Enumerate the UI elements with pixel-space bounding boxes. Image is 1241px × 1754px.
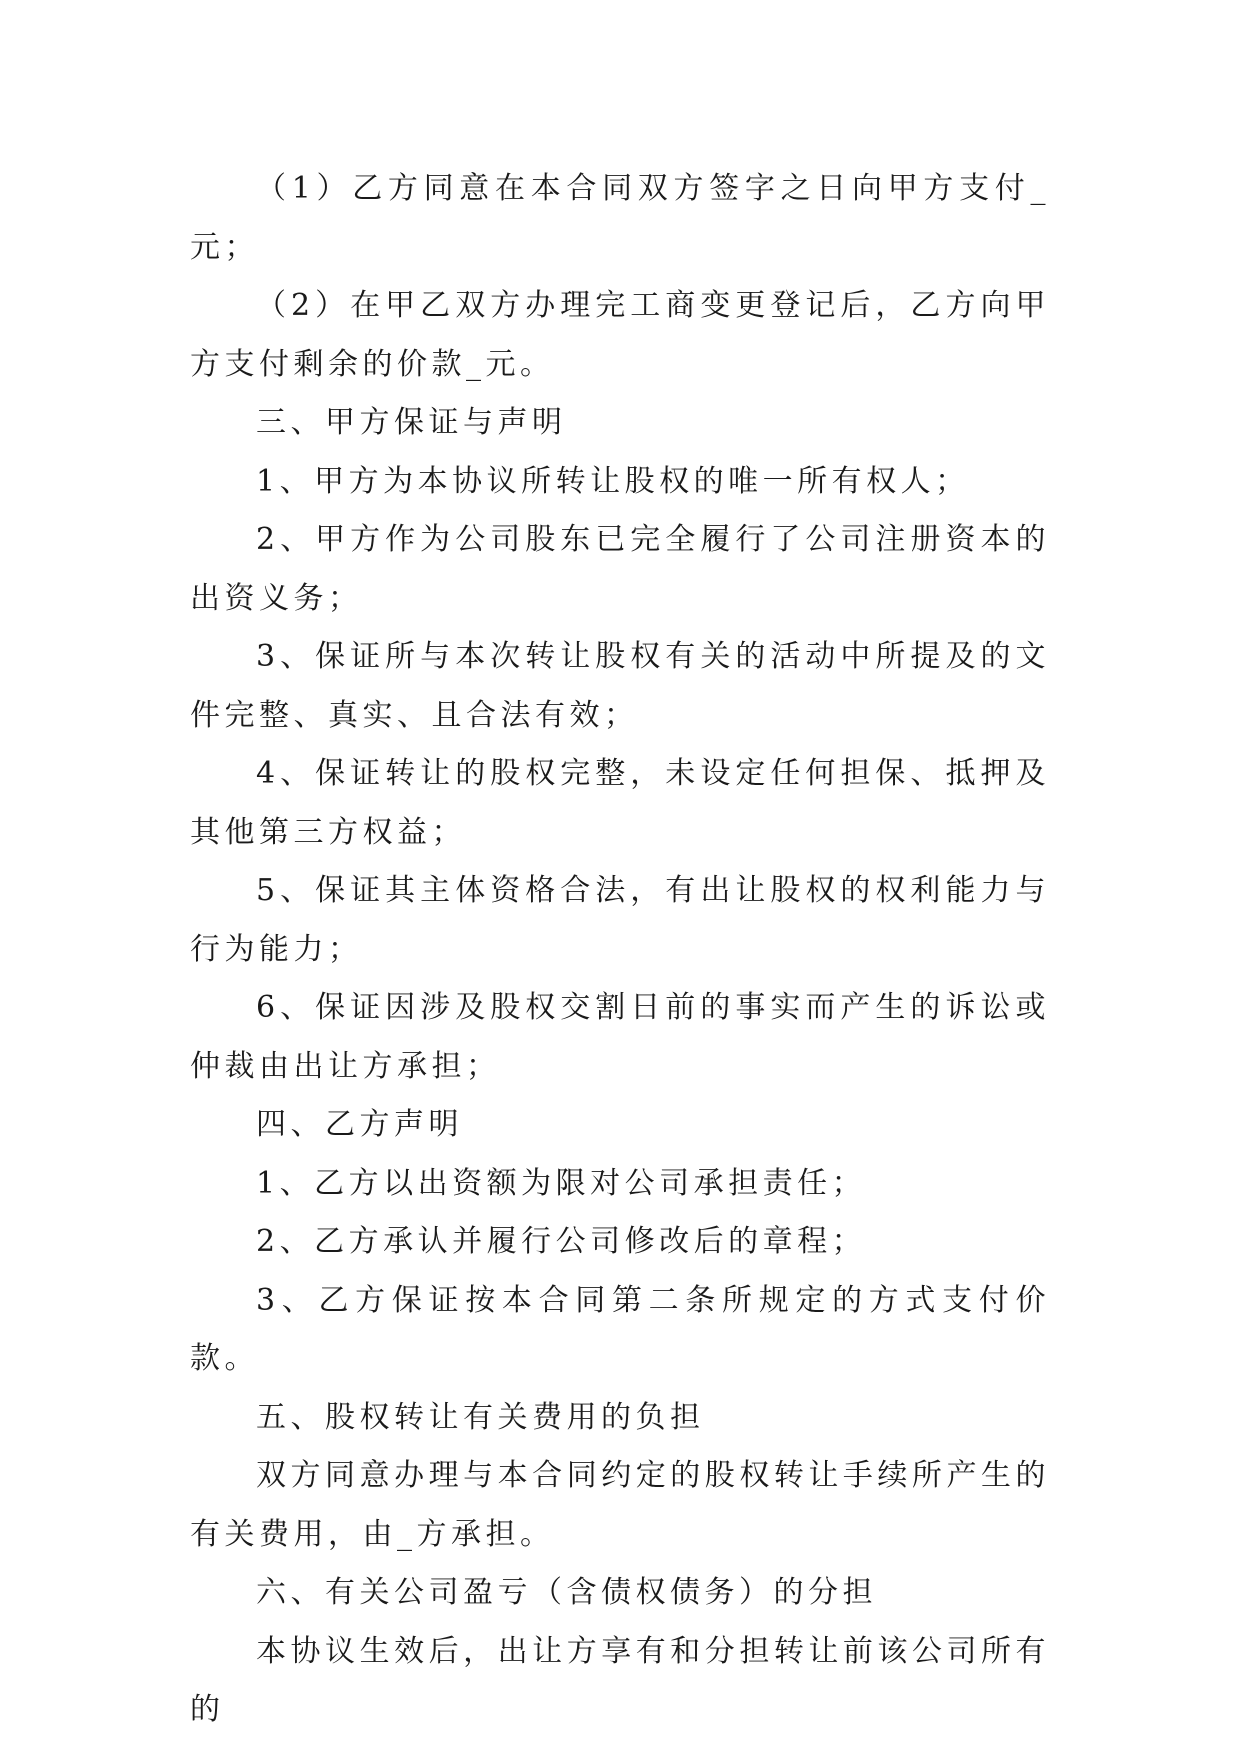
paragraph-5-1: 双方同意办理与本合同约定的股权转让手续所产生的有关费用，由_方承担。 — [190, 1458, 1050, 1552]
paragraph-3-3: 3、保证所与本次转让股权有关的活动中所提及的文件完整、真实、且合法有效； — [190, 639, 1050, 733]
paragraph-4-1: 1、乙方以出资额为限对公司承担责任； — [256, 1165, 867, 1201]
section-heading-5: 五、股权转让有关费用的负担 — [256, 1399, 705, 1435]
paragraph-payment-1: （1）乙方同意在本合同双方签字之日向甲方支付_元； — [190, 171, 1050, 265]
section-heading-3: 三、甲方保证与声明 — [256, 405, 567, 440]
paragraph-4-3: 3、乙方保证按本合同第二条所规定的方式支付价款。 — [190, 1282, 1050, 1376]
document-body — [190, 160, 1050, 1740]
section-heading-6: 六、有关公司盈亏（含债权债务）的分担 — [256, 1575, 877, 1610]
paragraph-4-2: 2、乙方承认并履行公司修改后的章程； — [256, 1224, 867, 1259]
paragraph-3-1: 1、甲方为本协议所转让股权的唯一所有权人； — [256, 463, 970, 499]
paragraph-3-5: 5、保证其主体资格合法，有出让股权的权利能力与行为能力； — [190, 873, 1050, 967]
paragraph-3-2: 2、甲方作为公司股东已完全履行了公司注册资本的出资义务； — [190, 522, 1050, 616]
paragraph-3-6: 6、保证因涉及股权交割日前的事实而产生的诉讼或仲裁由出让方承担； — [190, 990, 1050, 1084]
paragraph-6-1: 本协议生效后，出让方享有和分担转让前该公司所有的 — [190, 1633, 1050, 1727]
paragraph-payment-2: （2）在甲乙双方办理完工商变更登记后，乙方向甲方支付剩余的价款_元。 — [190, 288, 1050, 382]
paragraph-3-4: 4、保证转让的股权完整，未设定任何担保、抵押及其他第三方权益； — [190, 756, 1050, 850]
section-heading-4: 四、乙方声明 — [256, 1107, 463, 1142]
